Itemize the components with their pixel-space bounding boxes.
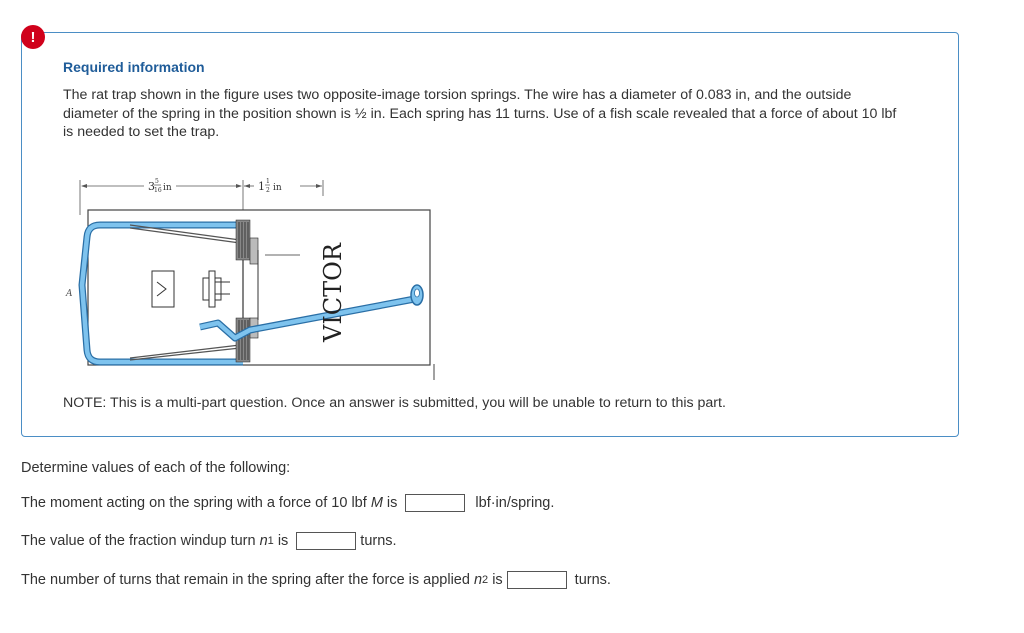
q2-unit: turns.	[360, 533, 397, 549]
dim1-num: 5	[155, 178, 159, 185]
q2-variable: n	[259, 533, 268, 549]
problem-statement: The rat trap shown in the figure uses two opposite-image torsion springs. The wire has a diameter of 0.083 in, and the outside diameter of the spring in the position shown is ½ in. Each spring has 11 turns. Use of a fish scale revealed that a force of about 10 lbf is needed to set the trap.	[63, 87, 897, 140]
dim2-unit: in	[273, 183, 282, 193]
dim2-whole: 1	[258, 180, 265, 193]
q1-prefix: The moment acting on the spring with a force of 10 lbf	[21, 495, 371, 511]
q2-prefix: The value of the fraction windup turn	[21, 533, 260, 549]
question-remaining-turns	[21, 571, 611, 589]
questions-intro: Determine values of each of the following:	[21, 460, 291, 476]
moment-input[interactable]	[405, 494, 465, 512]
q1-is: is	[382, 495, 398, 511]
alert-icon	[21, 25, 45, 49]
dim1-den: 16	[154, 187, 162, 194]
dim1-whole: 3	[148, 180, 155, 193]
note-text: NOTE: This is a multi-part question. Once an answer is submitted, you will be unable to return to this part.	[63, 395, 726, 411]
q3-variable: n	[473, 572, 483, 588]
q1-variable: M	[370, 495, 383, 511]
remaining-turns-input[interactable]	[507, 571, 567, 589]
q1-unit: lbf·in/spring.	[475, 495, 555, 511]
brand-text: VICTOR	[319, 243, 347, 342]
dim2-num: 1	[266, 178, 270, 185]
q2-subscript: 1	[267, 535, 274, 547]
question-windup	[21, 532, 397, 550]
dim2-den: 2	[266, 187, 270, 194]
point-label: A	[66, 289, 73, 299]
windup-input[interactable]	[296, 532, 356, 550]
q3-prefix: The number of turns that remain in the spring after the force is applied	[21, 572, 474, 588]
q2-is: is	[273, 533, 289, 549]
dim1-unit: in	[163, 183, 172, 193]
q3-unit: turns.	[574, 572, 611, 588]
alert-symbol: !	[30, 28, 36, 46]
info-title: Required information	[63, 59, 205, 75]
q3-is: is	[488, 572, 503, 588]
q3-subscript: 2	[482, 574, 489, 586]
rat-trap-figure	[60, 170, 450, 382]
question-moment	[21, 494, 554, 512]
